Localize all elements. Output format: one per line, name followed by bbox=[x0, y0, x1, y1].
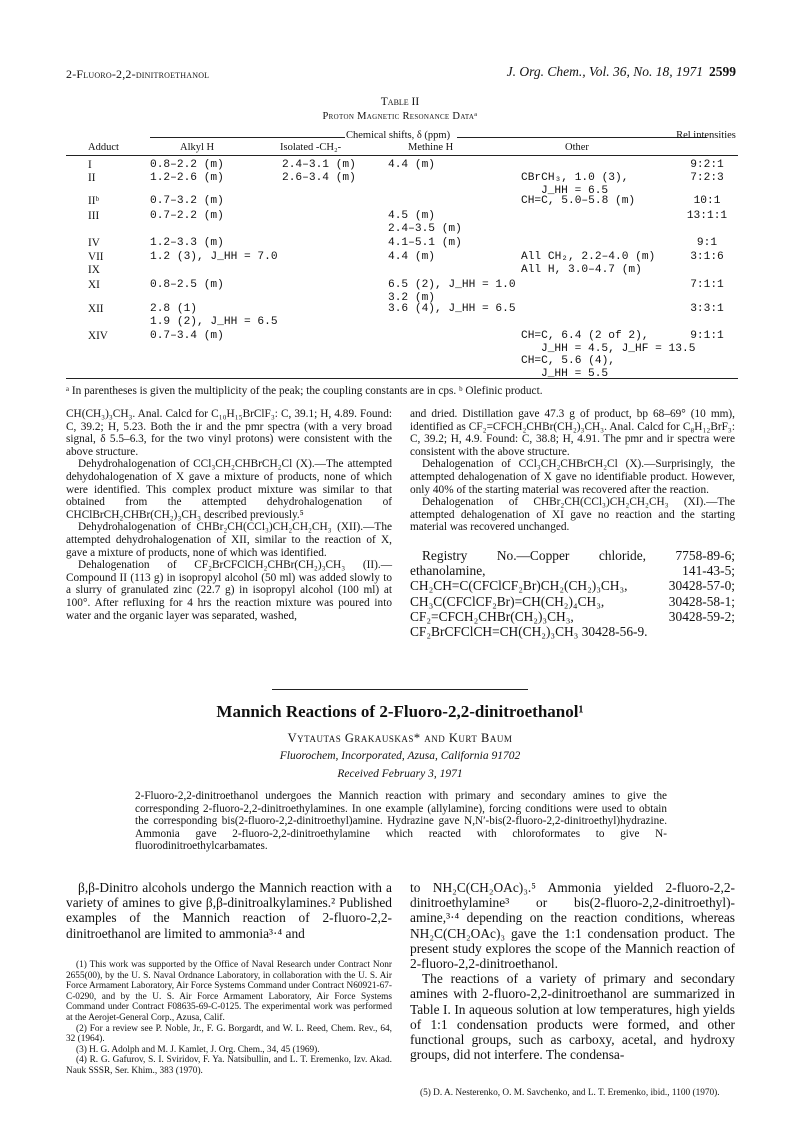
col-header-alkyl: Alkyl H bbox=[180, 142, 215, 153]
table-cell-alkyl: 1.2–2.6 (m) bbox=[150, 172, 224, 184]
table-cell-alkyl: 2.8 (1) bbox=[150, 303, 197, 315]
table-cell-adduct: III bbox=[88, 210, 100, 222]
table-cell-adduct: IIᵇ bbox=[88, 195, 99, 207]
table-cell-methine: 4.5 (m) bbox=[388, 210, 435, 222]
table-cell-other: J_HH = 5.5 bbox=[541, 367, 609, 380]
registry-numbers: Registry No.—Copper chloride, 7758-89-6; ethanolamine, 141-43-5; CH₂CH=C(CFClCF₂Br)CH₂(CH₂)₃CH₃, 30428-57-0; CH₃C(CFClCF₂Br)=CH(CH₂)₄CH₃, 30428-58-1; CF₂=CFCH₂CHBr(CH₂)₃CH₃, 30428-59-2; CF₂BrCFClCH=CH(CH₂)₃CH₃ 30428-56-9. bbox=[410, 547, 735, 639]
paragraph: Dehalogenation of CHBr₂CH(CCl₃)CH₂CH₂CH₃ (XI).—The attempted dehalogenation of XI gave no reaction and the starting material was recovered unchanged. bbox=[410, 496, 735, 534]
table-cell-methine: 2.4–3.5 (m) bbox=[388, 222, 462, 235]
article-authors: Vytautas Grakauskas* and Kurt Baum bbox=[287, 731, 513, 745]
body-right-column bbox=[410, 880, 735, 1062]
table-cell-adduct: I bbox=[88, 159, 92, 171]
paragraph: Dehalogenation of CF₂BrCFClCH₂CHBr(CH₂)₃CH₃ (II).—Compound II (113 g) in isopropyl alcohol (50 ml) was added slowly to a slurry of granulated zinc (22.7 g) in isopropyl alcohol (100 ml) at 100°. After refluxing for 4 hrs the reaction mixture was poured into water and the organic layer was separated, washed, bbox=[66, 559, 392, 622]
span-rule-right bbox=[457, 137, 707, 138]
paragraph: Dehalogenation of CCl₃CH₂CHBrCH₂Cl (X).—Surprisingly, the attempted dehalogenation of X gave no identifiable product. However, only 40% of the starting material was recovered after the reaction. bbox=[410, 458, 735, 496]
paragraph: β,β-Dinitro alcohols undergo the Mannich reaction with a variety of amines to give β,β-dinitroalkylamines.² Published examples of the Mannich reaction of 2-fluoro-2,2-dinitroethanol are limited to ammonia³·⁴ and bbox=[66, 880, 392, 941]
received-date: Received February 3, 1971 bbox=[337, 768, 463, 780]
footnotes-right bbox=[410, 1088, 735, 1099]
page-number: 2599 bbox=[709, 64, 736, 79]
article-title: Mannich Reactions of 2-Fluoro-2,2-dinitroethanol¹ bbox=[216, 702, 584, 721]
table-cell-other: All H, 3.0–4.7 (m) bbox=[521, 264, 642, 276]
table-cell-other: J_HH = 4.5, J_HF = 13.5 bbox=[541, 342, 696, 355]
journal-citation: J. Org. Chem., Vol. 36, No. 18, 1971 bbox=[506, 64, 703, 79]
table-cell-adduct: IX bbox=[88, 264, 100, 276]
table-cell-alkyl: 0.7–2.2 (m) bbox=[150, 210, 224, 222]
table-cell-other: CH=C, 6.4 (2 of 2), bbox=[521, 330, 649, 342]
table-cell-alkyl: 1.9 (2), J_HH = 6.5 bbox=[150, 315, 278, 328]
table-footnote: ᵃ In parentheses is given the multiplicity of the peak; the coupling constants are in cps. ᵇ Olefinic product. bbox=[66, 385, 543, 397]
footnote: (2) For a review see P. Noble, Jr., F. G. Borgardt, and W. L. Reed, Chem. Rev., 64, 32 (1964). bbox=[66, 1023, 392, 1045]
journal-header bbox=[507, 64, 736, 80]
table-cell-adduct: XIV bbox=[88, 330, 108, 342]
upper-right-column bbox=[410, 408, 735, 639]
table-cell-methine: 4.1–5.1 (m) bbox=[388, 237, 462, 249]
table-cell-isolated: 2.4–3.1 (m) bbox=[282, 159, 356, 171]
table-cell-alkyl: 1.2–3.3 (m) bbox=[150, 237, 224, 249]
paragraph: to NH₂C(CH₂OAc)₃.⁵ Ammonia yielded 2-fluoro-2,2-dinitroethylamine³ or bis(2-fluoro-2,2-dinitroethyl)-amine,³·⁴ depending on the reaction conditions, whereas NH₂C(CH₂OAc)₃ gave the 1:1 condensation product. The present study explores the scope of the Mannich reaction of 2-fluoro-2,2-dinitroethanol. bbox=[410, 880, 735, 972]
footnote: (4) R. G. Gafurov, S. I. Sviridov, F. Ya. Natsibullin, and L. T. Eremenko, Izv. Akad. Nauk SSSR, Ser. Khim., 383 (1970). bbox=[66, 1055, 392, 1076]
table-subtitle: Proton Magnetic Resonance Dataᵃ bbox=[322, 111, 478, 122]
footnote: (5) D. A. Nesterenko, O. M. Savchenko, and L. T. Eremenko, ibid., 1100 (1970). bbox=[420, 1088, 720, 1098]
table-header-rule bbox=[66, 155, 738, 156]
table-cell-methine: 3.2 (m) bbox=[388, 291, 435, 304]
table-cell-methine: 4.4 (m) bbox=[388, 159, 435, 171]
col-header-methine: Methine H bbox=[408, 142, 454, 153]
paragraph: and dried. Distillation gave 47.3 g of product, bp 68–69° (10 mm), identified as CF₂=CFCH₂CHBr(CH₂)₃CH₃. Anal. Calcd for C₈H₁₂BrF₃: C, 39.2; H, 4.9. Found: C, 38.8; H, 4.91. The pmr and ir spectra were consistent with the above structure. bbox=[410, 408, 735, 458]
span-header: Chemical shifts, δ (ppm) bbox=[346, 130, 451, 141]
table-cell-adduct: XI bbox=[88, 279, 100, 291]
article-divider bbox=[272, 689, 528, 690]
paragraph: Dehydrohalogenation of CCl₃CH₂CHBrCH₂Cl (X).—The attempted dehydohalogenation of X gave a mixture of products, none of which were identified. This complex product mixture was similar to that obtained from the attempted dehydrohalogenation of CHClBrCH₂CHBr(CH₂)₃CH₃ described previously.⁵ bbox=[66, 458, 392, 521]
abstract: 2-Fluoro-2,2-dinitroethanol undergoes the Mannich reaction with primary and secondary amines to give the corresponding 2-fluoro-2,2-dinitroethylamines. In one example (allylamine), forcing conditions were used to obtain the corresponding bis(2-fluoro-2,2-dinitroethyl)amine. Hydrazine gave N,N′-bis(2-fluoro-2,2-dinitroethyl)hydrazine. Ammonia gave 2-fluoro-2,2-dinitroethylamine which reacted with chloroformates to give N-fluorodinitroethylcarbamates. bbox=[135, 790, 667, 853]
table-cell-rel: 9:1:1 bbox=[690, 330, 724, 342]
table-cell-rel: 9:1 bbox=[696, 237, 718, 249]
table-cell-isolated: 2.6–3.4 (m) bbox=[282, 172, 356, 184]
table-cell-alkyl: 0.7–3.2 (m) bbox=[150, 195, 224, 207]
table-cell-alkyl: 1.2 (3), J_HH = 7.0 bbox=[150, 251, 278, 263]
table-cell-rel: 3:3:1 bbox=[690, 303, 724, 315]
table-cell-other: CH=C, 5.0–5.8 (m) bbox=[521, 195, 636, 207]
col-header-isolated: Isolated -CH₂- bbox=[280, 142, 342, 153]
table-cell-methine: 3.6 (4), J_HH = 6.5 bbox=[388, 303, 516, 315]
table-cell-alkyl: 0.8–2.5 (m) bbox=[150, 279, 224, 291]
table-cell-other: J_HH = 6.5 bbox=[541, 184, 609, 197]
table-cell-alkyl: 0.7–3.4 (m) bbox=[150, 330, 224, 342]
paragraph: Dehydrohalogenation of CHBr₂CH(CCl₃)CH₂CH₂CH₃ (XII).—The attempted dehydrohalogenation of XII, similar to the reaction of X, gave a mixture of products, none of which was identified. bbox=[66, 521, 392, 559]
table-cell-alkyl: 0.8–2.2 (m) bbox=[150, 159, 224, 171]
article-affiliation: Fluorochem, Incorporated, Azusa, California 91702 bbox=[279, 750, 521, 762]
running-title: 2-Fluoro-2,2-dinitroethanol bbox=[66, 67, 210, 81]
table-cell-other: CBrCH₃, 1.0 (3), bbox=[521, 172, 629, 184]
paragraph: The reactions of a variety of primary and secondary amines with 2-fluoro-2,2-dinitroethanol are summarized in Table I. In aqueous solution at low temperatures, high yields of 1:1 condensation products were formed, and other functional groups, such as carboxy, acetal, and hydroxy groups, did not interfere. The condensa- bbox=[410, 971, 735, 1063]
paragraph: CH(CH₃)₃CH₃. Anal. Calcd for C₁₀H₁₅BrClF₃: C, 39.1; H, 4.89. Found: C, 39.2; H, 5.23. Both the ir and the pmr spectra (with a very broad signal, δ 5.5–6.3, for the two vinyl protons) were consistent with the above structure. bbox=[66, 408, 392, 458]
table-cell-other: All CH₂, 2.2–4.0 (m) bbox=[521, 251, 656, 263]
footnote: (3) H. G. Adolph and M. J. Kamlet, J. Org. Chem., 34, 45 (1969). bbox=[76, 1044, 320, 1055]
col-header-adduct: Adduct bbox=[88, 142, 119, 153]
table-cell-methine: 6.5 (2), J_HH = 1.0 bbox=[388, 279, 516, 291]
table-cell-rel: 10:1 bbox=[693, 195, 721, 207]
table-cell-other: CH=C, 5.6 (4), bbox=[521, 355, 615, 368]
col-header-other: Other bbox=[565, 142, 589, 153]
table-cell-rel: 7:2:3 bbox=[690, 172, 724, 184]
table-cell-adduct: XII bbox=[88, 303, 104, 315]
table-cell-rel: 3:1:6 bbox=[690, 251, 724, 263]
table-cell-adduct: IV bbox=[88, 237, 100, 249]
table-cell-adduct: VII bbox=[88, 251, 104, 263]
table-bottom-rule bbox=[66, 378, 738, 379]
footnote: (1) This work was supported by the Office of Naval Research under Contract Nonr 2655(00), by the U. S. Naval Ordnance Laboratory, in collaboration with the U. S. Air Force Armament Laboratory, Air Force Systems Command under Contract N60921-67-C-0290, and by the U. S. Air Force Armament Laboratory, Air Force Systems Command under Contract F08635-69-C-0125. The experimental work was performed at the Aerojet-General Corp., Azusa, Calif. bbox=[66, 960, 392, 1023]
table-cell-rel: 7:1:1 bbox=[690, 279, 724, 291]
table-cell-adduct: II bbox=[88, 172, 96, 184]
span-rule-left bbox=[150, 137, 345, 138]
table-cell-rel: 13:1:1 bbox=[686, 210, 728, 222]
table-cell-methine: 4.4 (m) bbox=[388, 251, 435, 263]
table-cell-rel: 9:2:1 bbox=[690, 159, 724, 171]
footnotes-left bbox=[66, 960, 392, 1077]
upper-left-column bbox=[66, 408, 392, 622]
table-title: Table II bbox=[380, 96, 420, 108]
col-header-rel: Rel intensities bbox=[676, 130, 736, 141]
body-left-column bbox=[66, 880, 392, 941]
